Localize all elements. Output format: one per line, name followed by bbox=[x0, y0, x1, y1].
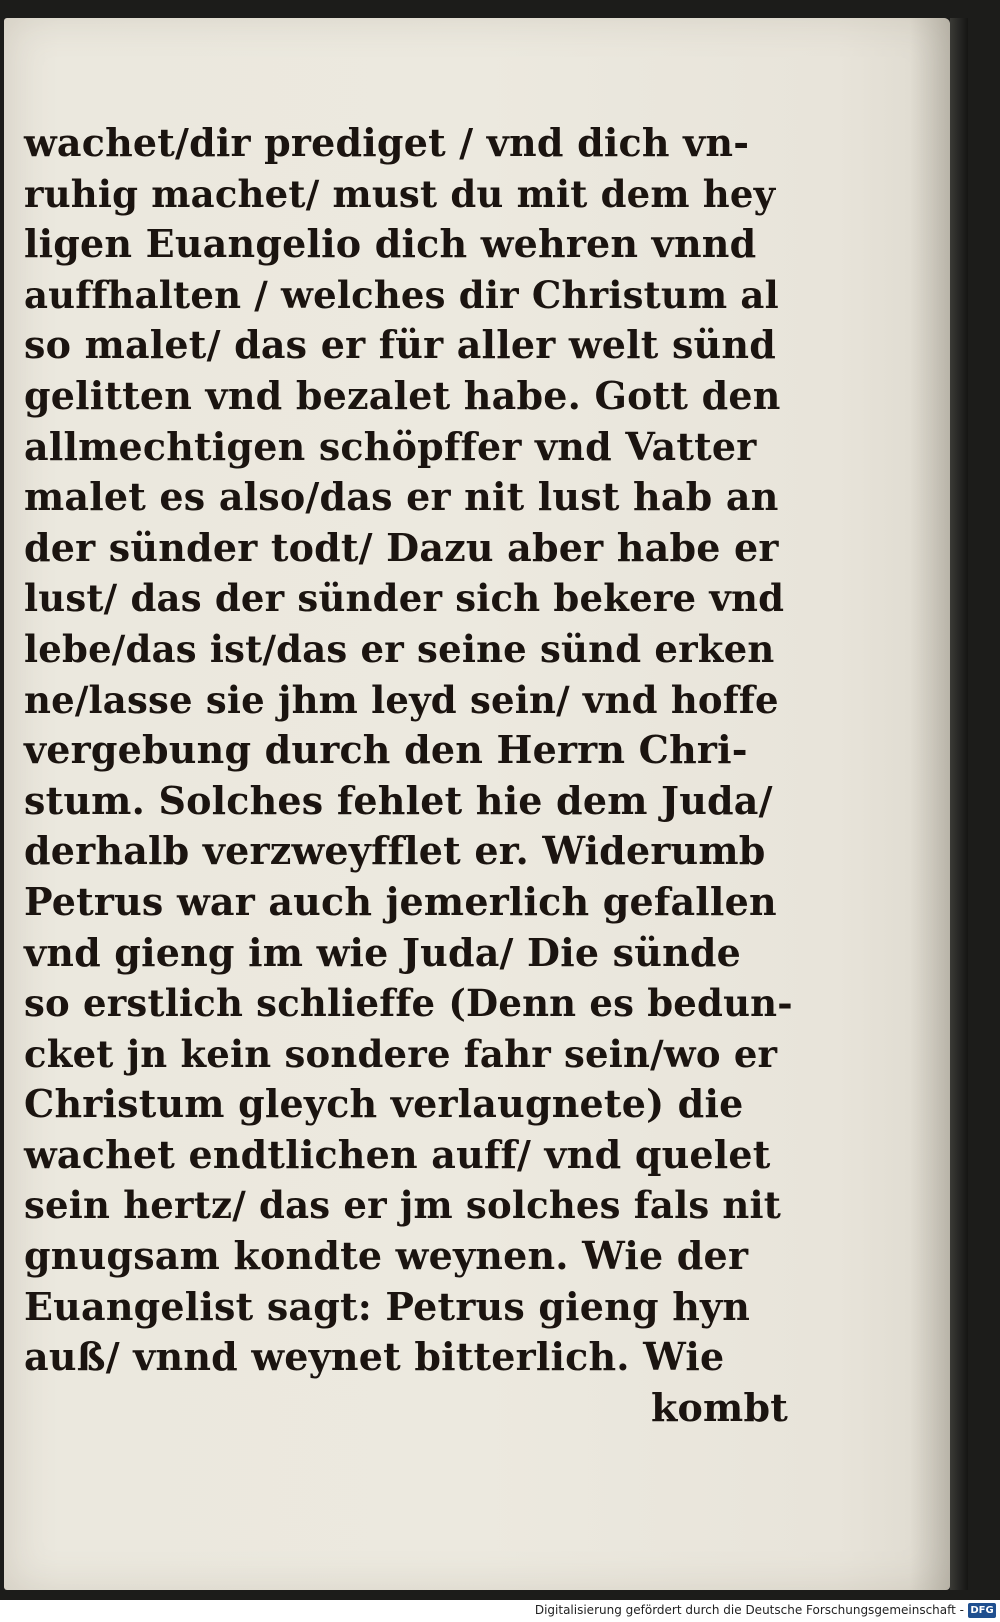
text-line: so malet/ das er für aller welt sünd bbox=[24, 322, 776, 368]
text-block bbox=[24, 118, 794, 1433]
text-line: ne/lasse sie jhm leyd sein/ vnd hoffe bbox=[24, 677, 779, 722]
catchword: kombt bbox=[650, 1384, 788, 1430]
text-line: derhalb verzweyfflet er. Widerumb bbox=[24, 828, 766, 874]
text-line: wachet/dir prediget / vnd dich vn- bbox=[24, 120, 750, 165]
text-line: gelitten vnd bezalet habe. Gott den bbox=[24, 372, 781, 418]
text-line: cket jn kein sondere fahr sein/wo er bbox=[24, 1031, 778, 1076]
funding-credit: Digitalisierung gefördert durch die Deutsche Forschungsgemeinschaft - bbox=[534, 1603, 964, 1617]
text-line: auffhalten / welches dir Christum al bbox=[24, 272, 779, 317]
book-page bbox=[4, 18, 950, 1590]
text-line: allmechtigen schöpffer vnd Vatter bbox=[24, 423, 757, 469]
text-line: Petrus war auch jemerlich gefallen bbox=[24, 878, 777, 924]
text-line: ruhig machet/ must du mit dem hey bbox=[24, 171, 776, 216]
text-line: lust/ das der sünder sich bekere vnd bbox=[24, 576, 785, 621]
text-line: so erstlich schlieffe (Denn es bedun- bbox=[24, 981, 793, 1026]
text-line: wachet endtlichen auff/ vnd quelet bbox=[24, 1131, 771, 1177]
text-line: sein hertz/ das er jm solches fals nit bbox=[24, 1183, 782, 1228]
text-line: ligen Euangelio dich wehren vnnd bbox=[24, 221, 757, 267]
text-line: lebe/das ist/das er seine sünd erken bbox=[24, 626, 775, 671]
text-line: gnugsam kondte weynen. Wie der bbox=[24, 1233, 749, 1279]
text-line: auß/ vnnd weynet bitterlich. Wie bbox=[24, 1334, 725, 1380]
text-line: Christum gleych verlaugnete) die bbox=[24, 1081, 744, 1127]
text-line: Euangelist sagt: Petrus gieng hyn bbox=[24, 1283, 751, 1329]
text-line: vergebung durch den Herrn Chri- bbox=[24, 727, 748, 773]
text-line: malet es also/das er nit lust hab an bbox=[24, 474, 779, 520]
page-edge bbox=[950, 18, 968, 1590]
text-line: der sünder todt/ Dazu aber habe er bbox=[24, 524, 779, 570]
dfg-logo-icon: DFG bbox=[968, 1603, 996, 1618]
text-line: stum. Solches fehlet hie dem Juda/ bbox=[24, 777, 773, 823]
footer-bar bbox=[0, 1600, 1000, 1622]
text-line: vnd gieng im wie Juda/ Die sünde bbox=[24, 929, 742, 975]
gutter-shadow bbox=[910, 18, 950, 1590]
